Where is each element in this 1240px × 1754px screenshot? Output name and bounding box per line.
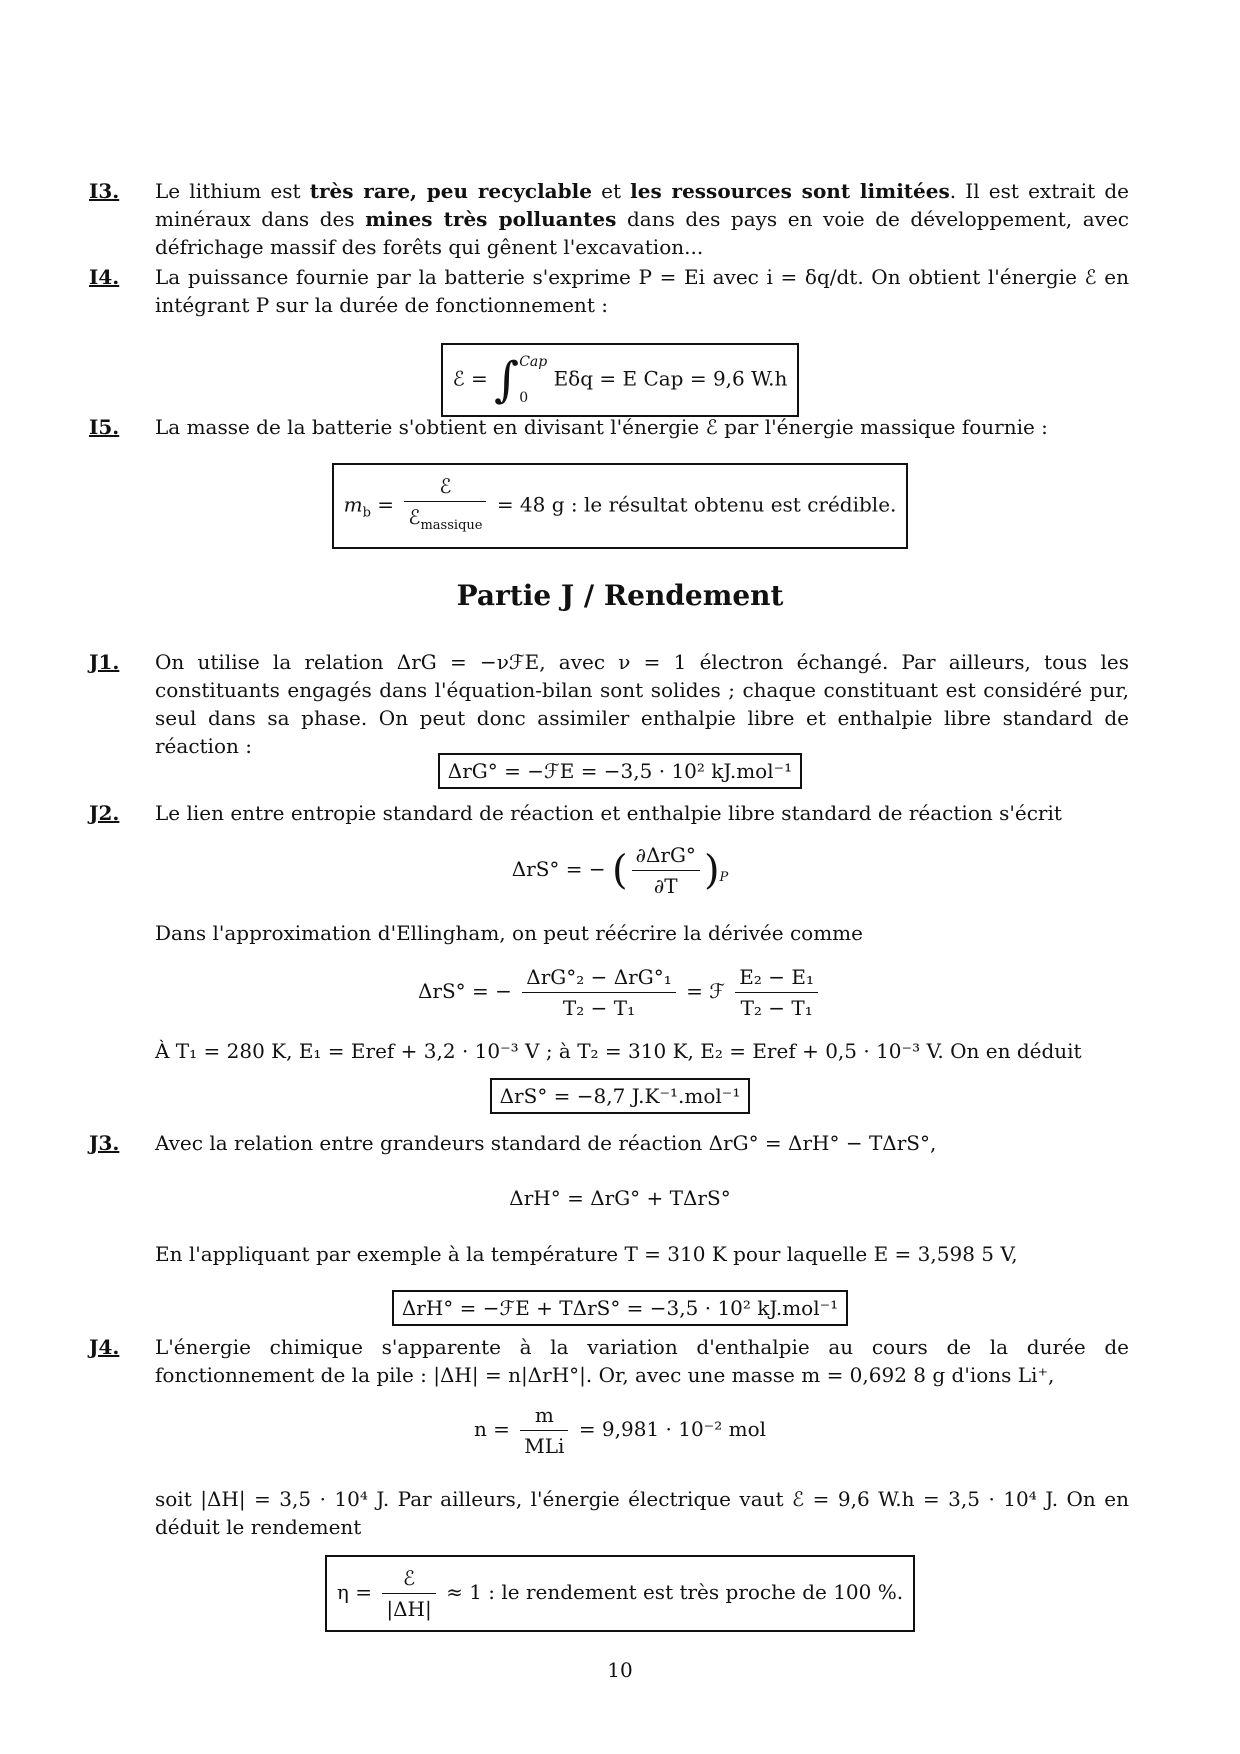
text-J1: On utilise la relation ΔrG = −νℱE, avec ν = 1 électron échangé. Par ailleurs, tous les constituants engagés dans l'équation-bilan sont solides ; chaque constituant est considéré pur, seul dans sa phase. On peut donc assimiler enthalpie libre et enthalpie libre standard de réaction : <box>155 650 1129 758</box>
label-J3: J3. <box>89 1131 120 1155</box>
equation-J2-derivative: ΔrS° = − ( $\frac{\text{∂ΔrG°}}{\partial T}$ )$_P$ <box>0 840 1240 901</box>
label-I3: I3. <box>89 179 120 203</box>
equation-J1: ΔrG° = −ℱE = −3,5 · 10² kJ.mol⁻¹ <box>0 753 1240 789</box>
text-J4-energy: soit |ΔH| = 3,5 · 10⁴ J. Par ailleurs, l'énergie électrique vaut ℰ = 9,6 W.h = 3,5 · 10⁴ J. On en déduit le rendement <box>155 1487 1129 1539</box>
text-I4: La puissance fournie par la batterie s'exprime P = Ei avec i = δq/dt. On obtient l'énergie ℰ en intégrant P sur la durée de fonctionnement : <box>155 265 1129 317</box>
equation-I4: ℰ = ∫Cap 0 Eδq = E Cap = 9,6 W.h <box>0 343 1240 417</box>
text-J2: Le lien entre entropie standard de réaction et enthalpie libre standard de réaction s'écrit <box>155 801 1062 825</box>
question-I4 <box>89 263 1129 319</box>
question-J2 <box>89 799 1129 827</box>
text-I3: Le lithium est très rare, peu recyclable et les ressources sont limitées. Il est extrait de minéraux dans des mines très polluantes dans des pays en voie de développement, avec défrichage massif des forêts qui gênent l'excavation... <box>155 179 1129 259</box>
equation-J3-result: ΔrH° = −ℱE + TΔrS° = −3,5 · 10² kJ.mol⁻¹ <box>0 1290 1240 1326</box>
text-J4: L'énergie chimique s'apparente à la variation d'enthalpie au cours de la durée de fonctionnement de la pile : |ΔH| = n|ΔrH°|. Or, avec une masse m = 0,692 8 g d'ions Li⁺, <box>155 1335 1129 1387</box>
label-J1: J1. <box>89 650 120 674</box>
question-J1 <box>89 648 1129 760</box>
text-J2-ellingham: Dans l'approximation d'Ellingham, on peut réécrire la dérivée comme <box>155 921 863 945</box>
question-J4 <box>89 1333 1129 1389</box>
question-J3 <box>89 1129 1129 1157</box>
question-I5 <box>89 413 1129 441</box>
label-J4: J4. <box>89 1335 120 1359</box>
equation-J4-efficiency: η = $\frac{\text{ℰ}}{|\Delta H|}$ ≈ 1 : le rendement est très proche de 100 %. <box>0 1555 1240 1632</box>
question-I3 <box>89 177 1129 261</box>
label-I5: I5. <box>89 415 120 439</box>
section-title: Partie J / Rendement <box>456 579 784 612</box>
text-I5: La masse de la batterie s'obtient en divisant l'énergie ℰ par l'énergie massique fournie : <box>155 415 1048 439</box>
text-J2-values: À T₁ = 280 K, E₁ = Eref + 3,2 · 10⁻³ V ; à T₂ = 310 K, E₂ = Eref + 0,5 · 10⁻³ V. On en déduit <box>155 1039 1082 1063</box>
label-J2: J2. <box>89 801 120 825</box>
text-J3: Avec la relation entre grandeurs standard de réaction ΔrG° = ΔrH° − TΔrS°, <box>155 1131 937 1155</box>
equation-I5: $m_b$ = $\frac{\text{ℰ}}{ℰ_{massique}}$ = 48 g : le résultat obtenu est crédible. <box>0 463 1240 549</box>
equation-J3-relation: ΔrH° = ΔrG° + TΔrS° <box>509 1186 731 1210</box>
label-I4: I4. <box>89 265 120 289</box>
page-number: 10 <box>607 1658 633 1682</box>
equation-J4-moles: n = $\frac{m}{\text{MLi}}$ = 9,981 · 10⁻² mol <box>0 1400 1240 1461</box>
equation-J2-ellingham: ΔrS° = − $\frac{\text{ΔrG°₂ − ΔrG°₁}}{\text{T₂ − T₁}}$ = ℱ $\frac{\text{E₂ − E₁}}{\text{T₂ − T₁}}$ <box>0 962 1240 1023</box>
text-J3-application: En l'appliquant par exemple à la température T = 310 K pour laquelle E = 3,598 5 V, <box>155 1242 1018 1266</box>
equation-J2-result: ΔrS° = −8,7 J.K⁻¹.mol⁻¹ <box>0 1078 1240 1114</box>
